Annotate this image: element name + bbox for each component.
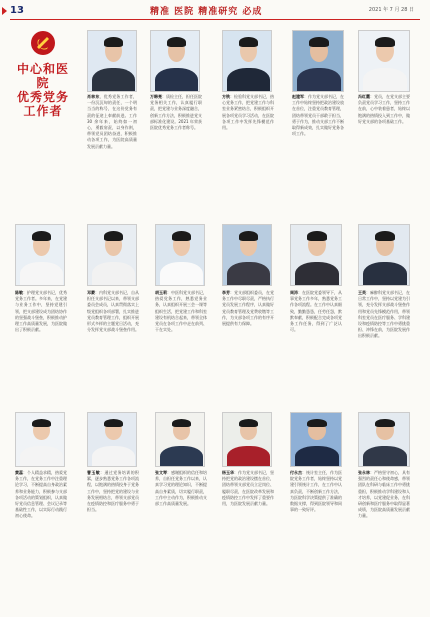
profile-bio xyxy=(222,470,274,610)
profile-name: 付永杰 xyxy=(290,470,302,475)
profile-text: ：统计室主任，作为医院党务工作者，始终坚持以党建引领统计工作，在工作中认真负责，不断创新工作方法，为医院科学决策提供了准确的数据支撑，得到医院领导和同事的一致好评。 xyxy=(290,470,342,513)
profile-name: 邓蒙 xyxy=(87,290,95,295)
profile-bio xyxy=(155,470,207,610)
profile-bio xyxy=(290,470,342,610)
portrait-photo xyxy=(155,412,205,467)
profile-text: ：党支部组织委员，在党务工作中尽职尽责，严格执行党员发展工作程序，认真做好党员教育管理及党费收缴等工作，为支部各项工作的有序开展提供有力保障。 xyxy=(222,290,274,327)
profile-name: 陈敏 xyxy=(15,290,23,295)
profile-text: ：在医院党委领导下，从事党务工作多年，熟悉党务工作各项流程。在工作中认真细致，勤勤恳恳，任劳任怨，默默奉献，积极配合完成各项党务工作任务，得到了广泛认可。 xyxy=(290,290,342,333)
profile-text: ：内科党支部书记，自从担任支部书记以来，带领支部委员会成员，认真贯彻落实上级党组织各项部署，扎实推进党员教育管理工作，组织开展形式多样的主题党日活动，充分发挥党支部战斗堡垒作用。 xyxy=(87,290,139,333)
profile-name: 黄蕊 xyxy=(15,470,23,475)
profile-text: ：感谢组织的信任和培养，自担任党务工作以来，认真学习党的理论知识，不断提高自身素质，切实履行职责，工作中主动作为，积极推动支部工作高质量发展。 xyxy=(155,470,207,507)
profile-text: ：作为党支部书记，在工作中始终坚持把政治建设放在首位，注重党员教育管理，团结带领党员干部敢于担当，勇于作为，推动支部工作不断取得新成效，扎实做好党务各项工作。 xyxy=(292,94,344,137)
portrait-photo xyxy=(155,224,205,286)
header-rule xyxy=(10,19,420,20)
profile-text: ：通过党务培训的积累，逐步熟悉党务工作各项流程，以饱满的热情投身于党务工作中，坚持把党的建设与业务发展相结合，带领支部党员在疫情防控和医疗服务中勇于担当。 xyxy=(87,470,139,513)
profile-name: 王英 xyxy=(358,290,366,295)
portrait-photo xyxy=(290,224,342,286)
profile-name: 杨玉华 xyxy=(222,470,234,475)
portrait-photo xyxy=(290,412,342,467)
profile-name: 周沛 xyxy=(290,290,298,295)
portrait-photo xyxy=(150,30,200,92)
profile-bio xyxy=(150,94,202,209)
issue-date: 2021 年 7 月 28 日 xyxy=(368,7,414,13)
profile-bio xyxy=(15,290,67,408)
profile-name: 冯红霞 xyxy=(358,94,370,99)
profile-name: 张文琴 xyxy=(155,470,167,475)
profile-bio xyxy=(358,470,410,610)
profile-name: 肖林东 xyxy=(87,94,100,99)
profile-text: ：严格坚守初心，具有强烈的责任心和使命感，带领团队在科研与临床工作中勇挑重担，积极推动学科建设和人才培养，以党建促业务，在科研创新和医疗服务中取得显著成绩，为医院高质量发展贡献力量。 xyxy=(358,470,410,519)
feature-title-line-1: 中心和医院 xyxy=(16,62,69,90)
profile-bio xyxy=(15,470,67,610)
page-number: 13 xyxy=(10,5,24,16)
profile-text: ：麻醉科党支部书记，在日常工作中，坚持以党建为引领，充分发挥支部战斗堡垒作用和党员先锋模范作用，带领科室党员在医疗服务、学科建设和疫情防控等工作中勇挑重担、冲锋在前，为医院发展作出积极贡献。 xyxy=(358,290,410,339)
profile-bio xyxy=(87,290,139,408)
party-emblem-icon xyxy=(30,30,56,56)
masthead: 精准 医院 精准研究 必成 xyxy=(150,7,263,17)
feature-title-line-2: 优秀党务工作者 xyxy=(16,90,69,118)
portrait-photo xyxy=(222,412,272,467)
profile-text: ：作为党支部书记，坚持把党的政治建设摆在首位，团结带领支部党员立足岗位、履职尽责，在医院改革发展和疫情防控工作中发挥了重要作用，为医院发展贡献力量。 xyxy=(222,470,274,507)
portrait-photo xyxy=(15,224,65,286)
portrait-photo xyxy=(87,224,137,286)
portrait-photo xyxy=(222,30,272,92)
profile-text: ：个人精益求精，热爱党务工作，在党务工作中注重理论学习，不断提高自身政治素养和业务能力，积极参与支部各项活动的策划组织，认真做好党员信息管理、会议记录等基础性工作，以实际行动践行初心使命。 xyxy=(15,470,67,519)
profile-bio xyxy=(358,94,410,209)
portrait-photo xyxy=(87,30,137,92)
portrait-photo xyxy=(222,224,272,286)
page-header xyxy=(0,0,430,22)
profile-bio xyxy=(292,94,344,209)
profile-name: 胡玉莉 xyxy=(155,290,167,295)
profile-bio xyxy=(87,470,139,610)
profile-name: 赵建军 xyxy=(292,94,304,99)
profile-bio xyxy=(155,290,207,408)
portrait-photo xyxy=(292,30,344,92)
profile-name: 李芳 xyxy=(222,290,230,295)
profile-text: ：质检主任，担任医院党务相关工作，认真履行职责，把党建与业务深度融合，创新工作方法，积极推进党支部标准化建设。2021 年荣获医院优秀党务工作者称号。 xyxy=(150,94,202,131)
portrait-photo xyxy=(358,224,410,286)
profile-text: ：护理党支部书记，优秀党务工作者。多年来，在党建与业务工作中，坚持党建引领，把支部建设成为团结协作的坚强战斗堡垒，积极推动护理工作高质量发展，为医院做出了积极贡献。 xyxy=(15,290,67,333)
profile-text: ：中医科党支部书记，热爱党务工作，熟悉党务业务，认真组织开展三会一课等组织生活，把党建工作和科室建设有机结合起来，带领全体党员在各项工作中走在前列、干在实处。 xyxy=(155,290,207,333)
profile-text: ，优秀党务工作者，一份沉沉甸的责任，一个明当当的称号，在这份党务有责的征途上奉献前进。工作 30 余年来，始终如一初心，勇毅肩责，以身作则，带领党员团结奋进，积极推动各项工作，为医院高质量发展贡献力量。 xyxy=(87,94,137,149)
profile-name: 万韩亮 xyxy=(150,94,162,99)
feature-intro xyxy=(12,28,82,188)
profile-text: ：检验科党支部书记，热心党务工作，把党建工作与科室业务紧密结合，积极组织开展各项党员学习活动，在医院各项工作中发挥先锋模范作用。 xyxy=(222,94,274,131)
portrait-photo xyxy=(87,412,137,467)
profile-bio xyxy=(222,94,274,209)
profile-bio xyxy=(358,290,410,408)
profile-bio xyxy=(290,290,342,408)
profile-name: 曹玉敏 xyxy=(87,470,101,475)
profile-text: ：党员，在党支部主要负责党员学习工作，坚持工作在前，心中装着患者，始终以饱满的热情投入到工作中，做好党支部的各项基础工作。 xyxy=(358,94,410,124)
profile-bio xyxy=(87,94,137,209)
feature-title xyxy=(14,62,72,118)
portrait-photo xyxy=(15,412,65,467)
profile-bio xyxy=(222,290,274,408)
portrait-photo xyxy=(358,412,410,467)
profile-name: 方铁 xyxy=(222,94,230,99)
portrait-photo xyxy=(358,30,410,92)
profile-name: 张永林 xyxy=(358,470,370,475)
